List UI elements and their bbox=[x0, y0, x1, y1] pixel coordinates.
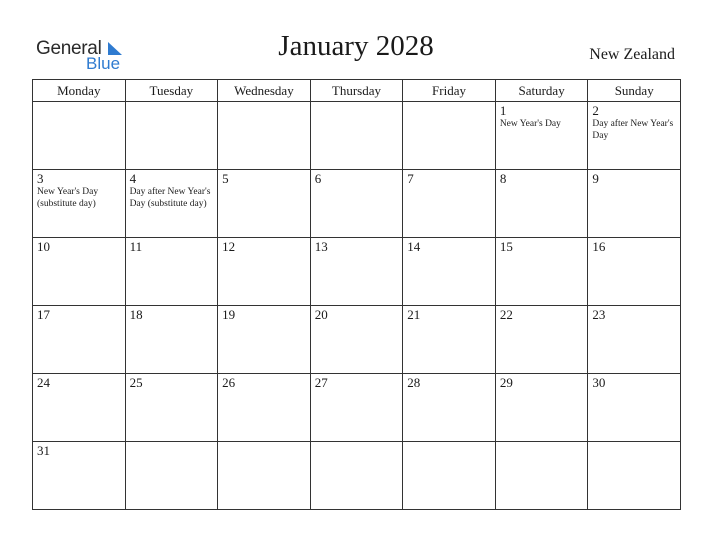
day-cell bbox=[588, 102, 681, 170]
day-cell bbox=[495, 170, 588, 238]
day-number: 21 bbox=[407, 307, 421, 322]
holiday-label: Day after New Year's Day bbox=[592, 119, 674, 141]
day-cell bbox=[310, 102, 403, 170]
week-row bbox=[33, 170, 681, 238]
day-number: 25 bbox=[129, 375, 143, 390]
day-cell bbox=[588, 306, 681, 374]
day-number: 4 bbox=[129, 171, 137, 186]
day-cell bbox=[33, 238, 126, 306]
day-number: 14 bbox=[407, 239, 421, 254]
day-cell bbox=[218, 102, 311, 170]
day-cell bbox=[218, 306, 311, 374]
week-row bbox=[33, 238, 681, 306]
day-number: 22 bbox=[499, 307, 513, 322]
weekday-header: Friday bbox=[403, 80, 496, 102]
day-number: 12 bbox=[222, 239, 236, 254]
day-number: 16 bbox=[592, 239, 606, 254]
day-number: 30 bbox=[592, 375, 606, 390]
day-cell bbox=[218, 374, 311, 442]
page-title: January 2028 bbox=[278, 30, 434, 62]
day-cell bbox=[218, 170, 311, 238]
day-number: 27 bbox=[314, 375, 328, 390]
day-number: 13 bbox=[314, 239, 328, 254]
day-cell bbox=[588, 170, 681, 238]
day-number: 3 bbox=[37, 171, 44, 186]
week-row bbox=[33, 442, 681, 510]
day-number: 9 bbox=[592, 171, 599, 186]
day-number: 15 bbox=[499, 239, 513, 254]
week-row bbox=[33, 306, 681, 374]
day-cell bbox=[33, 306, 126, 374]
day-number: 31 bbox=[37, 443, 50, 458]
day-cell bbox=[403, 306, 496, 374]
day-cell bbox=[125, 306, 218, 374]
day-cell bbox=[218, 238, 311, 306]
day-cell bbox=[495, 238, 588, 306]
day-cell bbox=[310, 170, 403, 238]
weekday-header: Saturday bbox=[495, 80, 588, 102]
day-cell bbox=[33, 102, 126, 170]
logo-blue-text: Blue bbox=[86, 54, 121, 73]
day-cell bbox=[125, 102, 218, 170]
day-number: 6 bbox=[314, 171, 322, 186]
week-row bbox=[33, 102, 681, 170]
day-number: 17 bbox=[37, 307, 50, 322]
day-cell bbox=[310, 374, 403, 442]
day-number: 1 bbox=[499, 103, 507, 118]
day-cell bbox=[495, 442, 588, 510]
logo-general-text: General bbox=[36, 38, 102, 59]
day-cell bbox=[125, 442, 218, 510]
day-number: 8 bbox=[499, 171, 507, 186]
day-number: 18 bbox=[129, 307, 143, 322]
weekday-header: Tuesday bbox=[125, 80, 218, 102]
day-cell bbox=[218, 442, 311, 510]
day-cell bbox=[495, 102, 588, 170]
day-cell bbox=[125, 238, 218, 306]
day-cell bbox=[125, 170, 218, 238]
weekday-header: Monday bbox=[33, 80, 126, 102]
weekday-header: Sunday bbox=[588, 80, 681, 102]
day-number: 26 bbox=[222, 375, 236, 390]
day-cell bbox=[403, 442, 496, 510]
day-cell bbox=[403, 170, 496, 238]
day-cell bbox=[125, 374, 218, 442]
calendar-grid bbox=[32, 79, 681, 510]
weekday-header: Thursday bbox=[310, 80, 403, 102]
day-number: 23 bbox=[592, 307, 606, 322]
day-number: 2 bbox=[592, 103, 599, 118]
day-cell bbox=[310, 238, 403, 306]
day-cell bbox=[33, 442, 126, 510]
day-cell bbox=[310, 442, 403, 510]
weekday-header: Wednesday bbox=[218, 80, 311, 102]
day-number: 24 bbox=[37, 375, 50, 390]
day-number: 10 bbox=[37, 239, 50, 254]
day-cell bbox=[403, 238, 496, 306]
holiday-label: New Year's Day (substitute day) bbox=[37, 187, 99, 209]
day-number: 7 bbox=[407, 171, 414, 186]
day-cell bbox=[495, 374, 588, 442]
holiday-label: Day after New Year's Day (substitute day) bbox=[129, 187, 211, 209]
day-cell bbox=[403, 374, 496, 442]
day-number: 5 bbox=[222, 171, 229, 186]
day-cell bbox=[33, 374, 126, 442]
holiday-label: New Year's Day bbox=[499, 119, 561, 129]
day-number: 29 bbox=[499, 375, 513, 390]
day-cell bbox=[588, 442, 681, 510]
weekday-header-row bbox=[33, 80, 681, 102]
day-number: 28 bbox=[407, 375, 421, 390]
country-label: New Zealand bbox=[589, 46, 675, 63]
day-cell bbox=[310, 306, 403, 374]
day-cell bbox=[33, 170, 126, 238]
day-cell bbox=[588, 374, 681, 442]
day-number: 11 bbox=[129, 239, 143, 254]
day-cell bbox=[588, 238, 681, 306]
day-number: 20 bbox=[314, 307, 328, 322]
day-cell bbox=[403, 102, 496, 170]
week-row bbox=[33, 374, 681, 442]
day-number: 19 bbox=[222, 307, 236, 322]
day-cell bbox=[495, 306, 588, 374]
